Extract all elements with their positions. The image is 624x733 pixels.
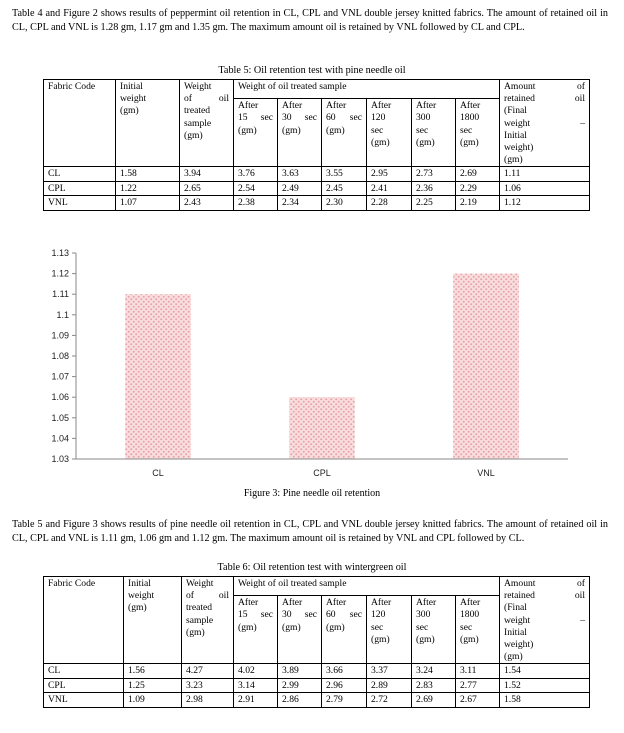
table6-header-fabric-code: Fabric Code <box>44 577 124 664</box>
table-cell: 2.69 <box>456 167 500 181</box>
table-cell: 1.58 <box>116 167 180 181</box>
pine-needle-bar-chart <box>40 243 580 483</box>
table5-header-initial: Initial weight (gm) <box>116 80 180 167</box>
table-cell: 2.69 <box>412 693 456 707</box>
figure3-paragraph: Table 5 and Figure 3 shows results of pine needle oil retention in CL, CPL and VNL double jersey knitted fabrics. The amount of retained oil in CL, CPL and VNL is 1.11 gm, 1.06 gm and 1.12 gm. The maximum amount oil is retained by VNL and CPL followed by CL. <box>12 519 608 544</box>
table6-header-30sec: After 30 sec (gm) <box>278 596 322 664</box>
table-cell: 3.37 <box>367 664 412 678</box>
table5-header-1800sec: After 1800 sec (gm) <box>456 99 500 167</box>
table-cell: 3.89 <box>278 664 322 678</box>
table-cell: CPL <box>44 181 116 195</box>
table5-header-group: Weight of oil treated sample <box>234 80 500 99</box>
table6-header-60sec: After 60 sec (gm) <box>322 596 367 664</box>
table-row <box>44 196 590 210</box>
table-cell: 2.30 <box>322 196 367 210</box>
y-tick-label: 1.05 <box>51 412 69 423</box>
table-cell: 2.86 <box>278 693 322 707</box>
table5-header-30sec: After 30 sec (gm) <box>278 99 322 167</box>
table-cell: 2.65 <box>180 181 234 195</box>
table-cell: 3.76 <box>234 167 278 181</box>
y-tick-label: 1.07 <box>51 371 69 382</box>
table-cell: 2.79 <box>322 693 367 707</box>
table-cell: 2.99 <box>278 678 322 692</box>
table-cell: 2.45 <box>322 181 367 195</box>
table-cell: 1.07 <box>116 196 180 210</box>
y-tick-label: 1.09 <box>51 330 69 341</box>
table-cell: 1.12 <box>500 196 590 210</box>
table-cell: 4.02 <box>234 664 278 678</box>
y-tick-label: 1.13 <box>51 248 69 258</box>
x-tick-label: CL <box>152 468 164 478</box>
table-cell: CPL <box>44 678 124 692</box>
table-cell: 2.96 <box>322 678 367 692</box>
table6 <box>43 576 590 708</box>
table-cell: 2.72 <box>367 693 412 707</box>
table6-header-1800sec: After 1800 sec (gm) <box>456 596 500 664</box>
table-cell: 2.25 <box>412 196 456 210</box>
table-cell: 2.41 <box>367 181 412 195</box>
table-cell: 2.49 <box>278 181 322 195</box>
bar-cl <box>125 294 191 459</box>
table-cell: 2.34 <box>278 196 322 210</box>
table-cell: 2.29 <box>456 181 500 195</box>
y-tick-label: 1.08 <box>51 351 69 361</box>
table-cell: 2.91 <box>234 693 278 707</box>
table-row <box>44 167 590 181</box>
table-row <box>44 664 590 678</box>
table5 <box>43 79 590 211</box>
table6-title: Table 6: Oil retention test with wintergreen oil <box>217 562 407 573</box>
table-cell: CL <box>44 167 116 181</box>
table6-header-initial: Initial weight (gm) <box>124 577 182 664</box>
table-cell: 2.43 <box>180 196 234 210</box>
x-tick-label: VNL <box>477 468 495 478</box>
table-cell: 1.11 <box>500 167 590 181</box>
table-cell: 2.19 <box>456 196 500 210</box>
table-cell: 4.27 <box>182 664 234 678</box>
table-cell: 3.66 <box>322 664 367 678</box>
table5-header-60sec: After 60 sec (gm) <box>322 99 367 167</box>
table-cell: 3.94 <box>180 167 234 181</box>
table-cell: 2.54 <box>234 181 278 195</box>
intro-paragraph: Table 4 and Figure 2 shows results of peppermint oil retention in CL, CPL and VNL double jersey knitted fabrics. The amount of retained oil in CL, CPL and VNL is 1.28 gm, 1.17 gm and 1.35 gm. The maximum amount oil is retained by VNL followed by CL and CPL. <box>12 8 608 33</box>
table-cell: 2.89 <box>367 678 412 692</box>
y-tick-label: 1.03 <box>51 454 69 464</box>
table5-title: Table 5: Oil retention test with pine needle oil <box>218 65 406 76</box>
table6-header-treated: Weight of oil treated sample (gm) <box>182 577 234 664</box>
table-cell: 1.52 <box>500 678 590 692</box>
bar-cpl <box>289 397 355 459</box>
table-cell: VNL <box>44 196 116 210</box>
table-cell: 1.22 <box>116 181 180 195</box>
y-tick-label: 1.06 <box>51 392 69 403</box>
table-cell: 2.28 <box>367 196 412 210</box>
table-row <box>44 181 590 195</box>
table-cell: 1.56 <box>124 664 182 678</box>
table5-header-amount: Amount of retained oil (Final weight – Initial weight) (gm) <box>500 80 590 167</box>
y-tick-label: 1.04 <box>51 433 69 444</box>
table-cell: 3.23 <box>182 678 234 692</box>
y-tick-label: 1.11 <box>52 289 69 300</box>
table6-header-amount: Amount of retained oil (Final weight – Initial weight) (gm) <box>500 577 590 664</box>
x-tick-label: CPL <box>313 468 331 478</box>
table-cell: 1.54 <box>500 664 590 678</box>
table5-header-120sec: After 120 sec (gm) <box>367 99 412 167</box>
figure-caption: Figure 3: Pine needle oil retention <box>243 488 381 499</box>
table-cell: 2.38 <box>234 196 278 210</box>
bar-vnl <box>453 274 519 459</box>
table-cell: 3.24 <box>412 664 456 678</box>
table-cell: 3.14 <box>234 678 278 692</box>
y-tick-label: 1.12 <box>51 268 69 279</box>
table-cell: VNL <box>44 693 124 707</box>
table-cell: 2.36 <box>412 181 456 195</box>
table-cell: 1.25 <box>124 678 182 692</box>
table5-header-300sec: After 300 sec (gm) <box>412 99 456 167</box>
table5-header-15sec: After 15 sec (gm) <box>234 99 278 167</box>
table6-header-120sec: After 120 sec (gm) <box>367 596 412 664</box>
table-cell: 3.63 <box>278 167 322 181</box>
table-cell: 2.67 <box>456 693 500 707</box>
table-cell: 1.09 <box>124 693 182 707</box>
table5-header-treated: Weight of oil treated sample (gm) <box>180 80 234 167</box>
table6-header-group: Weight of oil treated sample <box>234 577 500 596</box>
table-cell: 2.73 <box>412 167 456 181</box>
table-cell: 3.11 <box>456 664 500 678</box>
table6-header-300sec: After 300 sec (gm) <box>412 596 456 664</box>
table-cell: 2.98 <box>182 693 234 707</box>
table5-header-fabric-code: Fabric Code <box>44 80 116 167</box>
table-cell: 3.55 <box>322 167 367 181</box>
table-cell: 1.06 <box>500 181 590 195</box>
table6-header-15sec: After 15 sec (gm) <box>234 596 278 664</box>
table-cell: 1.58 <box>500 693 590 707</box>
y-tick-label: 1.1 <box>56 309 69 320</box>
table-cell: 2.77 <box>456 678 500 692</box>
table-cell: 2.83 <box>412 678 456 692</box>
table-cell: 2.95 <box>367 167 412 181</box>
table-row <box>44 693 590 707</box>
table-row <box>44 678 590 692</box>
table-cell: CL <box>44 664 124 678</box>
